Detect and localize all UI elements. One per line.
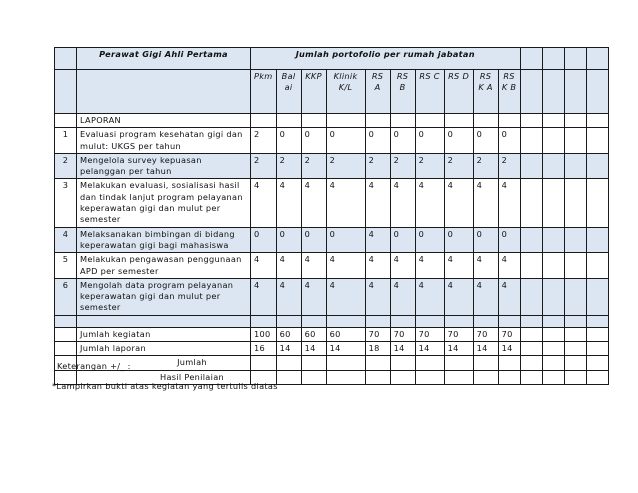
value-cell bbox=[415, 114, 444, 128]
extra-cell bbox=[586, 278, 608, 315]
spacer-cell bbox=[542, 315, 564, 327]
value-cell bbox=[415, 356, 444, 370]
extra-cell bbox=[586, 70, 608, 114]
value-cell bbox=[365, 370, 390, 384]
extra-cell bbox=[520, 253, 542, 279]
value-cell bbox=[444, 370, 473, 384]
value-cell: 0 bbox=[444, 227, 473, 253]
position-title: Perawat Gigi Ahli Pertama bbox=[77, 48, 251, 70]
column-header: RS B bbox=[390, 70, 415, 114]
value-cell: 4 bbox=[326, 278, 365, 315]
total-value: 16 bbox=[251, 342, 277, 356]
extra-cell bbox=[564, 227, 586, 253]
value-cell: 4 bbox=[365, 278, 390, 315]
total-value: 14 bbox=[498, 342, 520, 356]
header-extra-cell bbox=[586, 48, 608, 70]
column-header: RS K A bbox=[473, 70, 498, 114]
extra-cell bbox=[564, 70, 586, 114]
value-cell: 4 bbox=[498, 179, 520, 227]
value-cell bbox=[444, 356, 473, 370]
value-cell: 0 bbox=[444, 128, 473, 154]
extra-cell bbox=[586, 342, 608, 356]
value-cell bbox=[301, 356, 326, 370]
table-row bbox=[55, 128, 609, 154]
total-value: 14 bbox=[301, 342, 326, 356]
value-cell: 0 bbox=[415, 128, 444, 154]
value-cell bbox=[542, 370, 564, 384]
value-cell: 2 bbox=[301, 153, 326, 179]
column-header: RS A bbox=[365, 70, 390, 114]
value-cell: 0 bbox=[473, 227, 498, 253]
value-cell: 4 bbox=[365, 253, 390, 279]
extra-cell bbox=[586, 128, 608, 154]
spacer-cell bbox=[444, 315, 473, 327]
value-cell bbox=[326, 356, 365, 370]
value-cell: 4 bbox=[444, 278, 473, 315]
value-cell: 4 bbox=[498, 278, 520, 315]
value-cell bbox=[276, 356, 301, 370]
value-cell: 2 bbox=[473, 153, 498, 179]
value-cell bbox=[586, 370, 608, 384]
value-cell: 4 bbox=[365, 179, 390, 227]
extra-cell bbox=[564, 128, 586, 154]
value-cell: 2 bbox=[365, 153, 390, 179]
extra-cell bbox=[542, 227, 564, 253]
spacer-row bbox=[55, 315, 609, 327]
value-cell: 2 bbox=[326, 153, 365, 179]
extra-cell bbox=[564, 179, 586, 227]
value-cell: 4 bbox=[390, 253, 415, 279]
value-cell bbox=[301, 114, 326, 128]
value-cell: 4 bbox=[326, 179, 365, 227]
total-value: 60 bbox=[326, 327, 365, 341]
spacer-cell bbox=[326, 315, 365, 327]
row-number-cell bbox=[55, 342, 77, 356]
value-cell: 2 bbox=[390, 153, 415, 179]
value-cell bbox=[251, 356, 277, 370]
activity-description: Melakukan pengawasan penggunaan APD per semester bbox=[77, 253, 251, 279]
extra-cell bbox=[520, 227, 542, 253]
extra-cell bbox=[542, 128, 564, 154]
extra-cell bbox=[520, 153, 542, 179]
value-cell: 0 bbox=[390, 128, 415, 154]
column-header: Pkm bbox=[251, 70, 277, 114]
value-cell: 4 bbox=[415, 179, 444, 227]
table-row bbox=[55, 153, 609, 179]
table-row bbox=[55, 278, 609, 315]
value-cell: 4 bbox=[301, 278, 326, 315]
spacer-cell bbox=[520, 315, 542, 327]
value-cell bbox=[542, 114, 564, 128]
value-cell bbox=[276, 114, 301, 128]
total-value: 60 bbox=[276, 327, 301, 341]
value-cell: 0 bbox=[390, 227, 415, 253]
portfolio-table bbox=[54, 47, 609, 385]
value-cell bbox=[415, 370, 444, 384]
value-cell bbox=[365, 114, 390, 128]
totals-label: Jumlah kegiatan bbox=[77, 327, 251, 341]
column-header: Klinik K/L bbox=[326, 70, 365, 114]
column-header: RS D bbox=[444, 70, 473, 114]
column-header: RS C bbox=[415, 70, 444, 114]
column-header: RS K B bbox=[498, 70, 520, 114]
summary-label: Hasil Penilaian bbox=[77, 370, 251, 384]
keterangan-note: Keterangan +/_ : bbox=[57, 361, 131, 371]
extra-cell bbox=[520, 70, 542, 114]
total-value: 70 bbox=[473, 327, 498, 341]
table-row bbox=[55, 253, 609, 279]
value-cell bbox=[365, 356, 390, 370]
value-cell: 4 bbox=[473, 253, 498, 279]
value-cell bbox=[586, 114, 608, 128]
value-cell: 2 bbox=[444, 153, 473, 179]
extra-cell bbox=[520, 327, 542, 341]
activity-description: Mengolah data program pelayanan keperawatan gigi dan mulut per semester bbox=[77, 278, 251, 315]
value-cell: 4 bbox=[473, 179, 498, 227]
header-blank-cell bbox=[55, 48, 77, 70]
header-extra-cell bbox=[520, 48, 542, 70]
value-cell bbox=[498, 114, 520, 128]
value-cell: 0 bbox=[301, 128, 326, 154]
value-cell: 4 bbox=[326, 253, 365, 279]
value-cell bbox=[542, 356, 564, 370]
value-cell: 4 bbox=[444, 179, 473, 227]
extra-cell bbox=[586, 227, 608, 253]
value-cell: 0 bbox=[301, 227, 326, 253]
value-cell: 4 bbox=[276, 278, 301, 315]
value-cell: 0 bbox=[415, 227, 444, 253]
value-cell: 4 bbox=[251, 278, 277, 315]
value-cell: 4 bbox=[276, 253, 301, 279]
activity-description: Evaluasi program kesehatan gigi dan mulut: UKGS per tahun bbox=[77, 128, 251, 154]
extra-cell bbox=[542, 179, 564, 227]
spacer-cell bbox=[365, 315, 390, 327]
extra-cell bbox=[564, 278, 586, 315]
row-number: 4 bbox=[55, 227, 77, 253]
extra-cell bbox=[542, 70, 564, 114]
totals-label: Jumlah laporan bbox=[77, 342, 251, 356]
value-cell bbox=[586, 356, 608, 370]
extra-cell bbox=[564, 153, 586, 179]
spacer-cell bbox=[390, 315, 415, 327]
value-cell bbox=[473, 114, 498, 128]
table-row bbox=[55, 227, 609, 253]
value-cell bbox=[520, 114, 542, 128]
total-value: 14 bbox=[473, 342, 498, 356]
summary-label: Jumlah bbox=[77, 356, 251, 370]
extra-cell bbox=[542, 342, 564, 356]
value-cell bbox=[498, 370, 520, 384]
spacer-cell bbox=[301, 315, 326, 327]
value-cell bbox=[564, 356, 586, 370]
row-number: 2 bbox=[55, 153, 77, 179]
total-value: 14 bbox=[390, 342, 415, 356]
value-cell bbox=[473, 370, 498, 384]
total-value: 70 bbox=[390, 327, 415, 341]
row-number: 1 bbox=[55, 128, 77, 154]
value-cell bbox=[473, 356, 498, 370]
extra-cell bbox=[520, 128, 542, 154]
value-cell: 4 bbox=[365, 227, 390, 253]
value-cell: 4 bbox=[444, 253, 473, 279]
value-cell: 2 bbox=[251, 128, 277, 154]
document bbox=[54, 47, 609, 385]
extra-cell bbox=[542, 253, 564, 279]
total-value: 14 bbox=[415, 342, 444, 356]
extra-cell bbox=[542, 327, 564, 341]
extra-cell bbox=[520, 278, 542, 315]
row-number-cell bbox=[55, 327, 77, 341]
value-cell bbox=[444, 114, 473, 128]
table-row bbox=[55, 179, 609, 227]
spacer-cell bbox=[77, 315, 251, 327]
spacer-cell bbox=[276, 315, 301, 327]
total-value: 18 bbox=[365, 342, 390, 356]
value-cell bbox=[498, 356, 520, 370]
extra-cell bbox=[520, 342, 542, 356]
value-cell: 4 bbox=[301, 253, 326, 279]
value-cell: 4 bbox=[473, 278, 498, 315]
value-cell: 0 bbox=[276, 128, 301, 154]
value-cell: 4 bbox=[498, 253, 520, 279]
value-cell bbox=[520, 356, 542, 370]
column-header-blank bbox=[77, 70, 251, 114]
spacer-cell bbox=[564, 315, 586, 327]
total-value: 14 bbox=[326, 342, 365, 356]
spacer-cell bbox=[586, 315, 608, 327]
value-cell: 2 bbox=[276, 153, 301, 179]
total-value: 70 bbox=[365, 327, 390, 341]
value-cell: 0 bbox=[498, 227, 520, 253]
spacer-cell bbox=[498, 315, 520, 327]
value-cell bbox=[390, 370, 415, 384]
total-value: 70 bbox=[415, 327, 444, 341]
value-cell bbox=[390, 356, 415, 370]
total-value: 70 bbox=[444, 327, 473, 341]
extra-cell bbox=[564, 253, 586, 279]
activity-description: Melakukan evaluasi, sosialisasi hasil dan tindak lanjut program pelayanan keperawatan gigi dan mulut per semester bbox=[77, 179, 251, 227]
value-cell: 2 bbox=[498, 153, 520, 179]
value-cell bbox=[390, 114, 415, 128]
value-cell: 4 bbox=[390, 179, 415, 227]
total-value: 14 bbox=[444, 342, 473, 356]
extra-cell bbox=[564, 327, 586, 341]
value-cell bbox=[251, 114, 277, 128]
value-cell: 2 bbox=[251, 153, 277, 179]
row-number: 6 bbox=[55, 278, 77, 315]
value-cell: 0 bbox=[326, 227, 365, 253]
column-header: Bal ai bbox=[276, 70, 301, 114]
value-cell: 0 bbox=[276, 227, 301, 253]
column-header: KKP bbox=[301, 70, 326, 114]
value-cell bbox=[564, 370, 586, 384]
extra-cell bbox=[542, 278, 564, 315]
value-cell bbox=[301, 370, 326, 384]
value-cell: 4 bbox=[415, 278, 444, 315]
row-number: 3 bbox=[55, 179, 77, 227]
value-cell: 4 bbox=[415, 253, 444, 279]
row-number-cell bbox=[55, 114, 77, 128]
totals-row bbox=[55, 327, 609, 341]
extra-cell bbox=[586, 153, 608, 179]
row-number: 5 bbox=[55, 253, 77, 279]
value-cell: 0 bbox=[326, 128, 365, 154]
value-cell: 4 bbox=[251, 179, 277, 227]
totals-row bbox=[55, 342, 609, 356]
extra-cell bbox=[586, 253, 608, 279]
lampiran-note: *Lampirkan bukti atas kegiatan yang tertulis diatas bbox=[52, 381, 278, 391]
value-cell: 2 bbox=[415, 153, 444, 179]
extra-cell bbox=[586, 179, 608, 227]
value-cell bbox=[326, 370, 365, 384]
value-cell: 4 bbox=[276, 179, 301, 227]
total-value: 14 bbox=[276, 342, 301, 356]
spacer-cell bbox=[55, 315, 77, 327]
section-label: LAPORAN bbox=[77, 114, 251, 128]
value-cell: 0 bbox=[365, 128, 390, 154]
portfolio-title: Jumlah portofolio per rumah jabatan bbox=[251, 48, 521, 70]
value-cell: 0 bbox=[473, 128, 498, 154]
value-cell: 4 bbox=[251, 253, 277, 279]
activity-description: Mengelola survey kepuasan pelanggan per tahun bbox=[77, 153, 251, 179]
header-extra-cell bbox=[564, 48, 586, 70]
total-value: 70 bbox=[498, 327, 520, 341]
section-row bbox=[55, 114, 609, 128]
total-value: 60 bbox=[301, 327, 326, 341]
header-extra-cell bbox=[542, 48, 564, 70]
value-cell: 4 bbox=[301, 179, 326, 227]
value-cell: 0 bbox=[251, 227, 277, 253]
value-cell: 4 bbox=[390, 278, 415, 315]
summary-row bbox=[55, 356, 609, 370]
extra-cell bbox=[542, 153, 564, 179]
spacer-cell bbox=[415, 315, 444, 327]
extra-cell bbox=[586, 327, 608, 341]
column-header-blank bbox=[55, 70, 77, 114]
extra-cell bbox=[520, 179, 542, 227]
value-cell bbox=[326, 114, 365, 128]
value-cell bbox=[276, 370, 301, 384]
extra-cell bbox=[564, 342, 586, 356]
value-cell: 0 bbox=[498, 128, 520, 154]
spacer-cell bbox=[251, 315, 277, 327]
activity-description: Melaksanakan bimbingan di bidang keperawatan gigi bagi mahasiswa bbox=[77, 227, 251, 253]
total-value: 100 bbox=[251, 327, 277, 341]
value-cell bbox=[564, 114, 586, 128]
spacer-cell bbox=[473, 315, 498, 327]
value-cell bbox=[520, 370, 542, 384]
